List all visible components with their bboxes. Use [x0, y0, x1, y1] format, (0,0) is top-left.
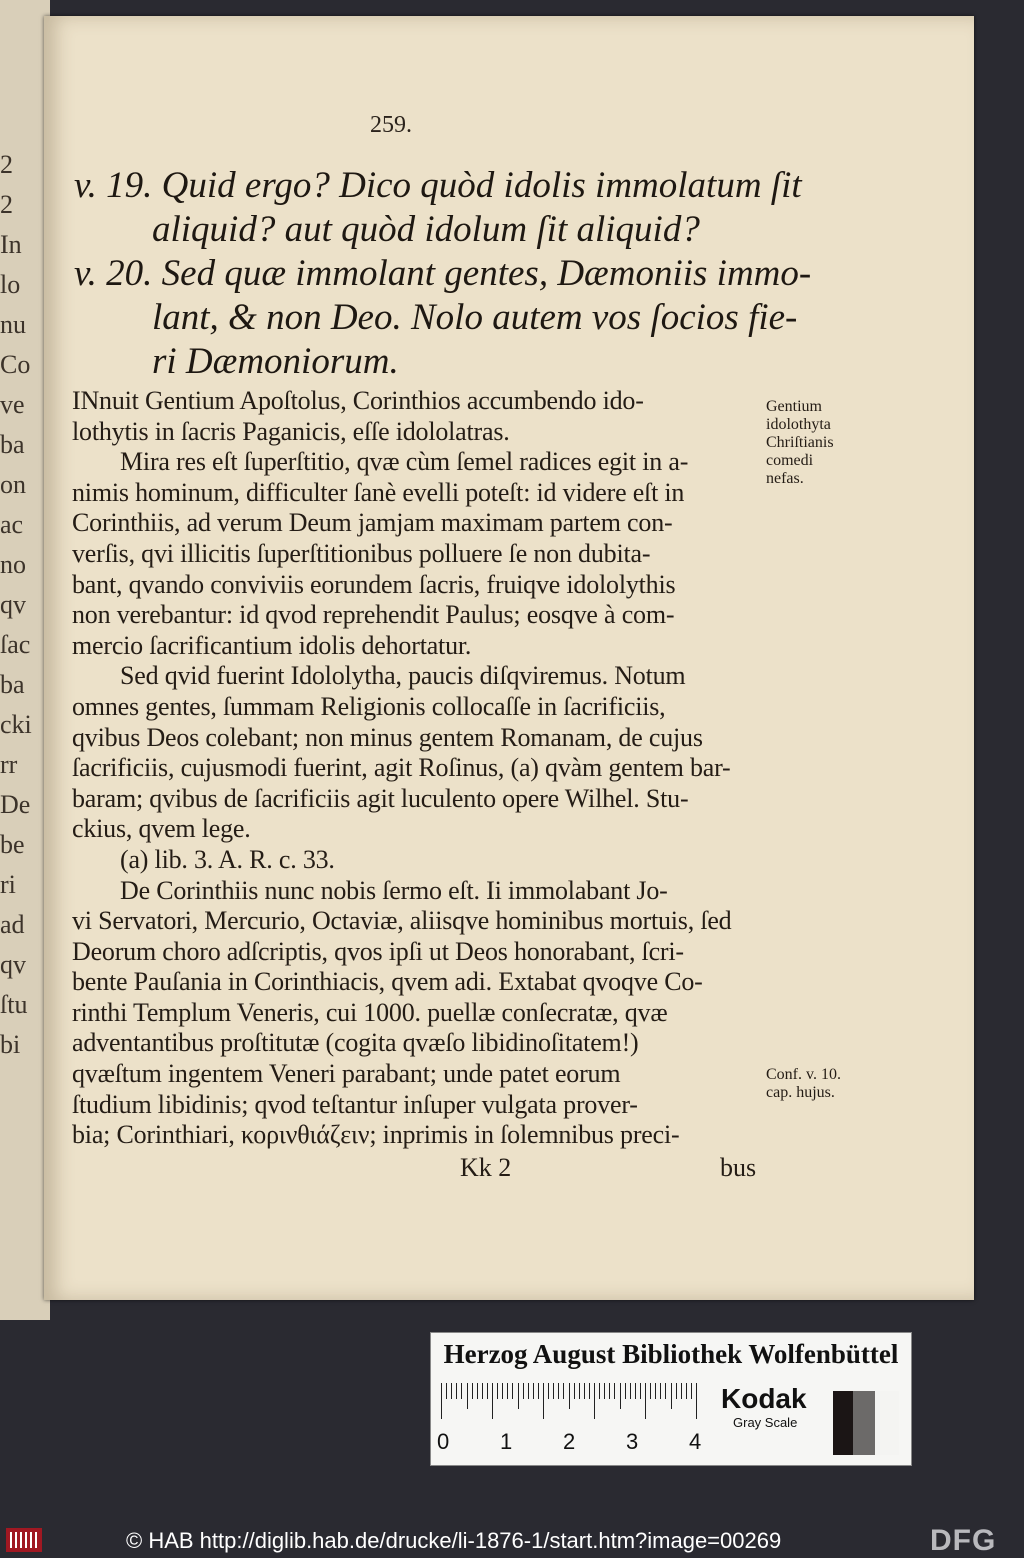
kodak-logo: Kodak: [721, 1383, 807, 1414]
facing-page-fragment: 2: [0, 150, 13, 179]
margin-note-gentium: [766, 398, 834, 488]
ruler-tick: [635, 1383, 636, 1399]
cm-ruler: [437, 1383, 711, 1454]
text-line: INnuit Gentium Apoſtolus, Corinthios accumbendo ido-: [72, 386, 644, 415]
ruler-tick: [487, 1383, 488, 1399]
facing-page-fragment: cki: [0, 710, 32, 739]
facing-page-fragment: rr: [0, 750, 18, 779]
text-line: rinthi Templum Veneris, cui 1000. puellæ conſecratæ, qvæ: [72, 997, 668, 1027]
text-line: lothytis in ſacris Paganicis, eſſe idololatras.: [72, 416, 510, 446]
facing-page-fragment: on: [0, 470, 26, 499]
ruler-tick: [696, 1383, 697, 1419]
ruler-tick: [497, 1383, 498, 1399]
text-line: bente Pauſania in Corinthiacis, qvem adi. Extabat qvoqve Co-: [72, 967, 703, 997]
text-line: (a) lib. 3. A. R. c. 33.: [120, 844, 335, 874]
ruler-tick: [518, 1383, 519, 1409]
ruler-tick: [691, 1383, 692, 1399]
ruler-tick: [461, 1383, 462, 1399]
ruler-tick: [676, 1383, 677, 1399]
facing-page-fragment: ſac: [0, 630, 31, 659]
text-line: De Corinthiis nunc nobis ſermo eſt. Ii immolabant Jo-: [120, 875, 668, 905]
ruler-tick: [630, 1383, 631, 1399]
verse-block: [74, 164, 812, 384]
facing-page-fragment: 2: [0, 190, 13, 219]
ruler-tick: [650, 1383, 651, 1399]
ruler-tick: [665, 1383, 666, 1399]
facing-page-fragment: nu: [0, 310, 26, 339]
text-line: mercio ſacrificantium idolis dehortatur.: [72, 630, 472, 660]
text-line: omnes gentes, ſummam Religionis collocaſſe in ſacrificiis,: [72, 691, 666, 721]
facing-page-fragment: ri: [0, 870, 16, 899]
text-line: Sed qvid fuerint Idololytha, paucis diſqviremus. Notum: [120, 661, 686, 691]
ruler-tick: [558, 1383, 559, 1399]
facing-page-fragment: ve: [0, 390, 25, 419]
gray-swatch: [833, 1391, 853, 1455]
text-line: qvæſtum ingentem Veneri parabant; unde patet eorum: [72, 1059, 621, 1089]
ruler-tick: [456, 1383, 457, 1399]
facing-page-fragment: ad: [0, 910, 25, 939]
text-line: Mira res eſt ſuperſtitio, qvæ cùm ſemel radices egit in a-: [120, 447, 689, 477]
ruler-tick: [640, 1383, 641, 1399]
verse-line: aliquid? aut quòd idolum ſit aliquid?: [152, 209, 700, 250]
facing-page-fragment: qv: [0, 950, 26, 979]
ruler-tick: [681, 1383, 682, 1399]
facing-page-fragment: ſtu: [0, 990, 28, 1019]
page-number: 259.: [370, 112, 412, 138]
ruler-tick: [594, 1383, 595, 1419]
library-name: Herzog August Bibliothek Wolfenbüttel: [443, 1339, 899, 1369]
text-line: verſis, qvi illicitis ſuperſtitionibus polluere ſe non dubita-: [72, 538, 651, 568]
text-line: ſacrificiis, cujusmodi fuerint, agit Roſinus, (a) qvàm gentem bar-: [72, 753, 731, 783]
facing-page-edge: [0, 0, 50, 1320]
ruler-tick: [512, 1383, 513, 1399]
margin-note-line: Gentium: [766, 398, 822, 415]
verse-line: v. 19. Quid ergo? Dico quòd idolis immolatum ſit: [74, 165, 802, 206]
ruler-tick: [563, 1383, 564, 1399]
facing-page-fragment: ba: [0, 430, 25, 459]
facing-page-fragment: ac: [0, 510, 24, 539]
ruler-tick: [574, 1383, 575, 1399]
dfg-logo: DFG: [930, 1524, 997, 1557]
gray-swatch: [875, 1391, 899, 1455]
ruler-tick: [655, 1383, 656, 1399]
margin-note-line: cap. hujus.: [766, 1084, 835, 1101]
ruler-tick: [528, 1383, 529, 1399]
verse-line: ri Dæmoniorum.: [152, 341, 399, 382]
facing-page-fragment: be: [0, 830, 25, 859]
gray-swatch: [853, 1391, 875, 1455]
ruler-tick: [604, 1383, 605, 1399]
verse-line: v. 20. Sed quæ immolant gentes, Dæmoniis immo-: [74, 253, 812, 294]
ruler-tick: [543, 1383, 544, 1419]
text-line: adventantibus proſtitutæ (cogita qvæſo libidinoſitatem!): [72, 1028, 639, 1058]
margin-note-line: Chriſtianis: [766, 434, 834, 451]
ruler-label: 3: [626, 1429, 639, 1454]
signature-mark: Kk 2: [460, 1153, 512, 1182]
gray-scale-label: Gray Scale: [733, 1415, 798, 1430]
ruler-tick: [584, 1383, 585, 1399]
ruler-tick: [609, 1383, 610, 1399]
ruler-tick: [553, 1383, 554, 1399]
text-line: Deorum choro adſcriptis, qvos ipſi ut Deos honorabant, ſcri-: [72, 936, 684, 966]
facing-page-fragment: Co: [0, 350, 31, 379]
ruler-tick: [441, 1383, 442, 1419]
ruler-tick: [538, 1383, 539, 1399]
ruler-tick: [482, 1383, 483, 1399]
ruler-tick: [579, 1383, 580, 1399]
ruler-label: 4: [689, 1429, 702, 1454]
text-line: nimis hominum, difficulter ſanè evelli poteſt: id videre eſt in: [72, 477, 685, 507]
ruler-label: 1: [500, 1429, 513, 1454]
text-line: ſtudium libidinis; qvod teſtantur inſuper vulgata prover-: [72, 1089, 638, 1119]
margin-note-line: idolothyta: [766, 416, 831, 433]
facing-page-fragment: In: [0, 230, 22, 259]
facing-page-fragment: qv: [0, 590, 26, 619]
ruler-tick: [686, 1383, 687, 1399]
ruler-tick: [477, 1383, 478, 1399]
text-line: vi Servatori, Mercurio, Octaviæ, aliisqve hominibus mortuis, ſed: [72, 906, 732, 936]
ruler-tick: [472, 1383, 473, 1399]
hab-logo-icon: [6, 1528, 42, 1552]
margin-note-line: nefas.: [766, 470, 804, 487]
ruler-tick: [645, 1383, 646, 1419]
ruler-tick: [620, 1383, 621, 1409]
ruler-tick: [660, 1383, 661, 1399]
catchword: bus: [720, 1153, 757, 1182]
facing-page-fragment: ba: [0, 670, 25, 699]
ruler-label: 2: [563, 1429, 576, 1454]
ruler-tick: [451, 1383, 452, 1399]
text-line: ckius, qvem lege.: [72, 814, 251, 844]
ruler-tick: [523, 1383, 524, 1399]
facing-page-fragment: no: [0, 550, 26, 579]
ruler-label: 0: [437, 1429, 450, 1454]
ruler-tick: [507, 1383, 508, 1399]
footer-bar: [0, 1524, 1024, 1556]
book-page: [44, 16, 974, 1300]
ruler-tick: [492, 1383, 493, 1419]
ruler-tick: [599, 1383, 600, 1399]
text-line: baram; qvibus de ſacrificiis agit luculento opere Wilhel. Stu-: [72, 783, 689, 813]
ruler-tick: [467, 1383, 468, 1409]
facing-page-fragment: De: [0, 790, 31, 819]
commentary-text: [72, 386, 772, 1151]
margin-note-conf: [766, 1066, 841, 1102]
ruler-tick: [589, 1383, 590, 1399]
margin-note-line: Conf. v. 10.: [766, 1066, 841, 1083]
margin-note-line: comedi: [766, 452, 814, 469]
text-line: non verebantur: id qvod reprehendit Paulus; eosqve à com-: [72, 600, 675, 630]
facing-page-fragment: lo: [0, 270, 21, 299]
text-line: bia; Corinthiari, κορινθιάζειν; inprimis in ſolemnibus preci-: [72, 1120, 680, 1150]
ruler-tick: [533, 1383, 534, 1399]
verse-line: lant, & non Deo. Nolo autem vos ſocios fie-: [152, 297, 798, 338]
facing-page-fragment: bi: [0, 1030, 21, 1059]
ruler-tick: [569, 1383, 570, 1409]
text-line: qvibus Deos colebant; non minus gentem Romanam, de cujus: [72, 722, 703, 752]
ruler-tick: [502, 1383, 503, 1399]
ruler-tick: [614, 1383, 615, 1399]
ruler-tick: [446, 1383, 447, 1399]
ruler-tick: [548, 1383, 549, 1399]
text-line: Corinthiis, ad verum Deum jamjam maximam partem con-: [72, 508, 673, 538]
text-line: bant, qvando conviviis eorundem ſacris, fruiqve idololythis: [72, 569, 676, 599]
kodak-gray-scale-target: [430, 1332, 912, 1466]
ruler-tick: [625, 1383, 626, 1399]
source-url-link[interactable]: © HAB http://diglib.hab.de/drucke/li-1876-1/start.htm?image=00269: [126, 1528, 782, 1553]
ruler-tick: [671, 1383, 672, 1409]
